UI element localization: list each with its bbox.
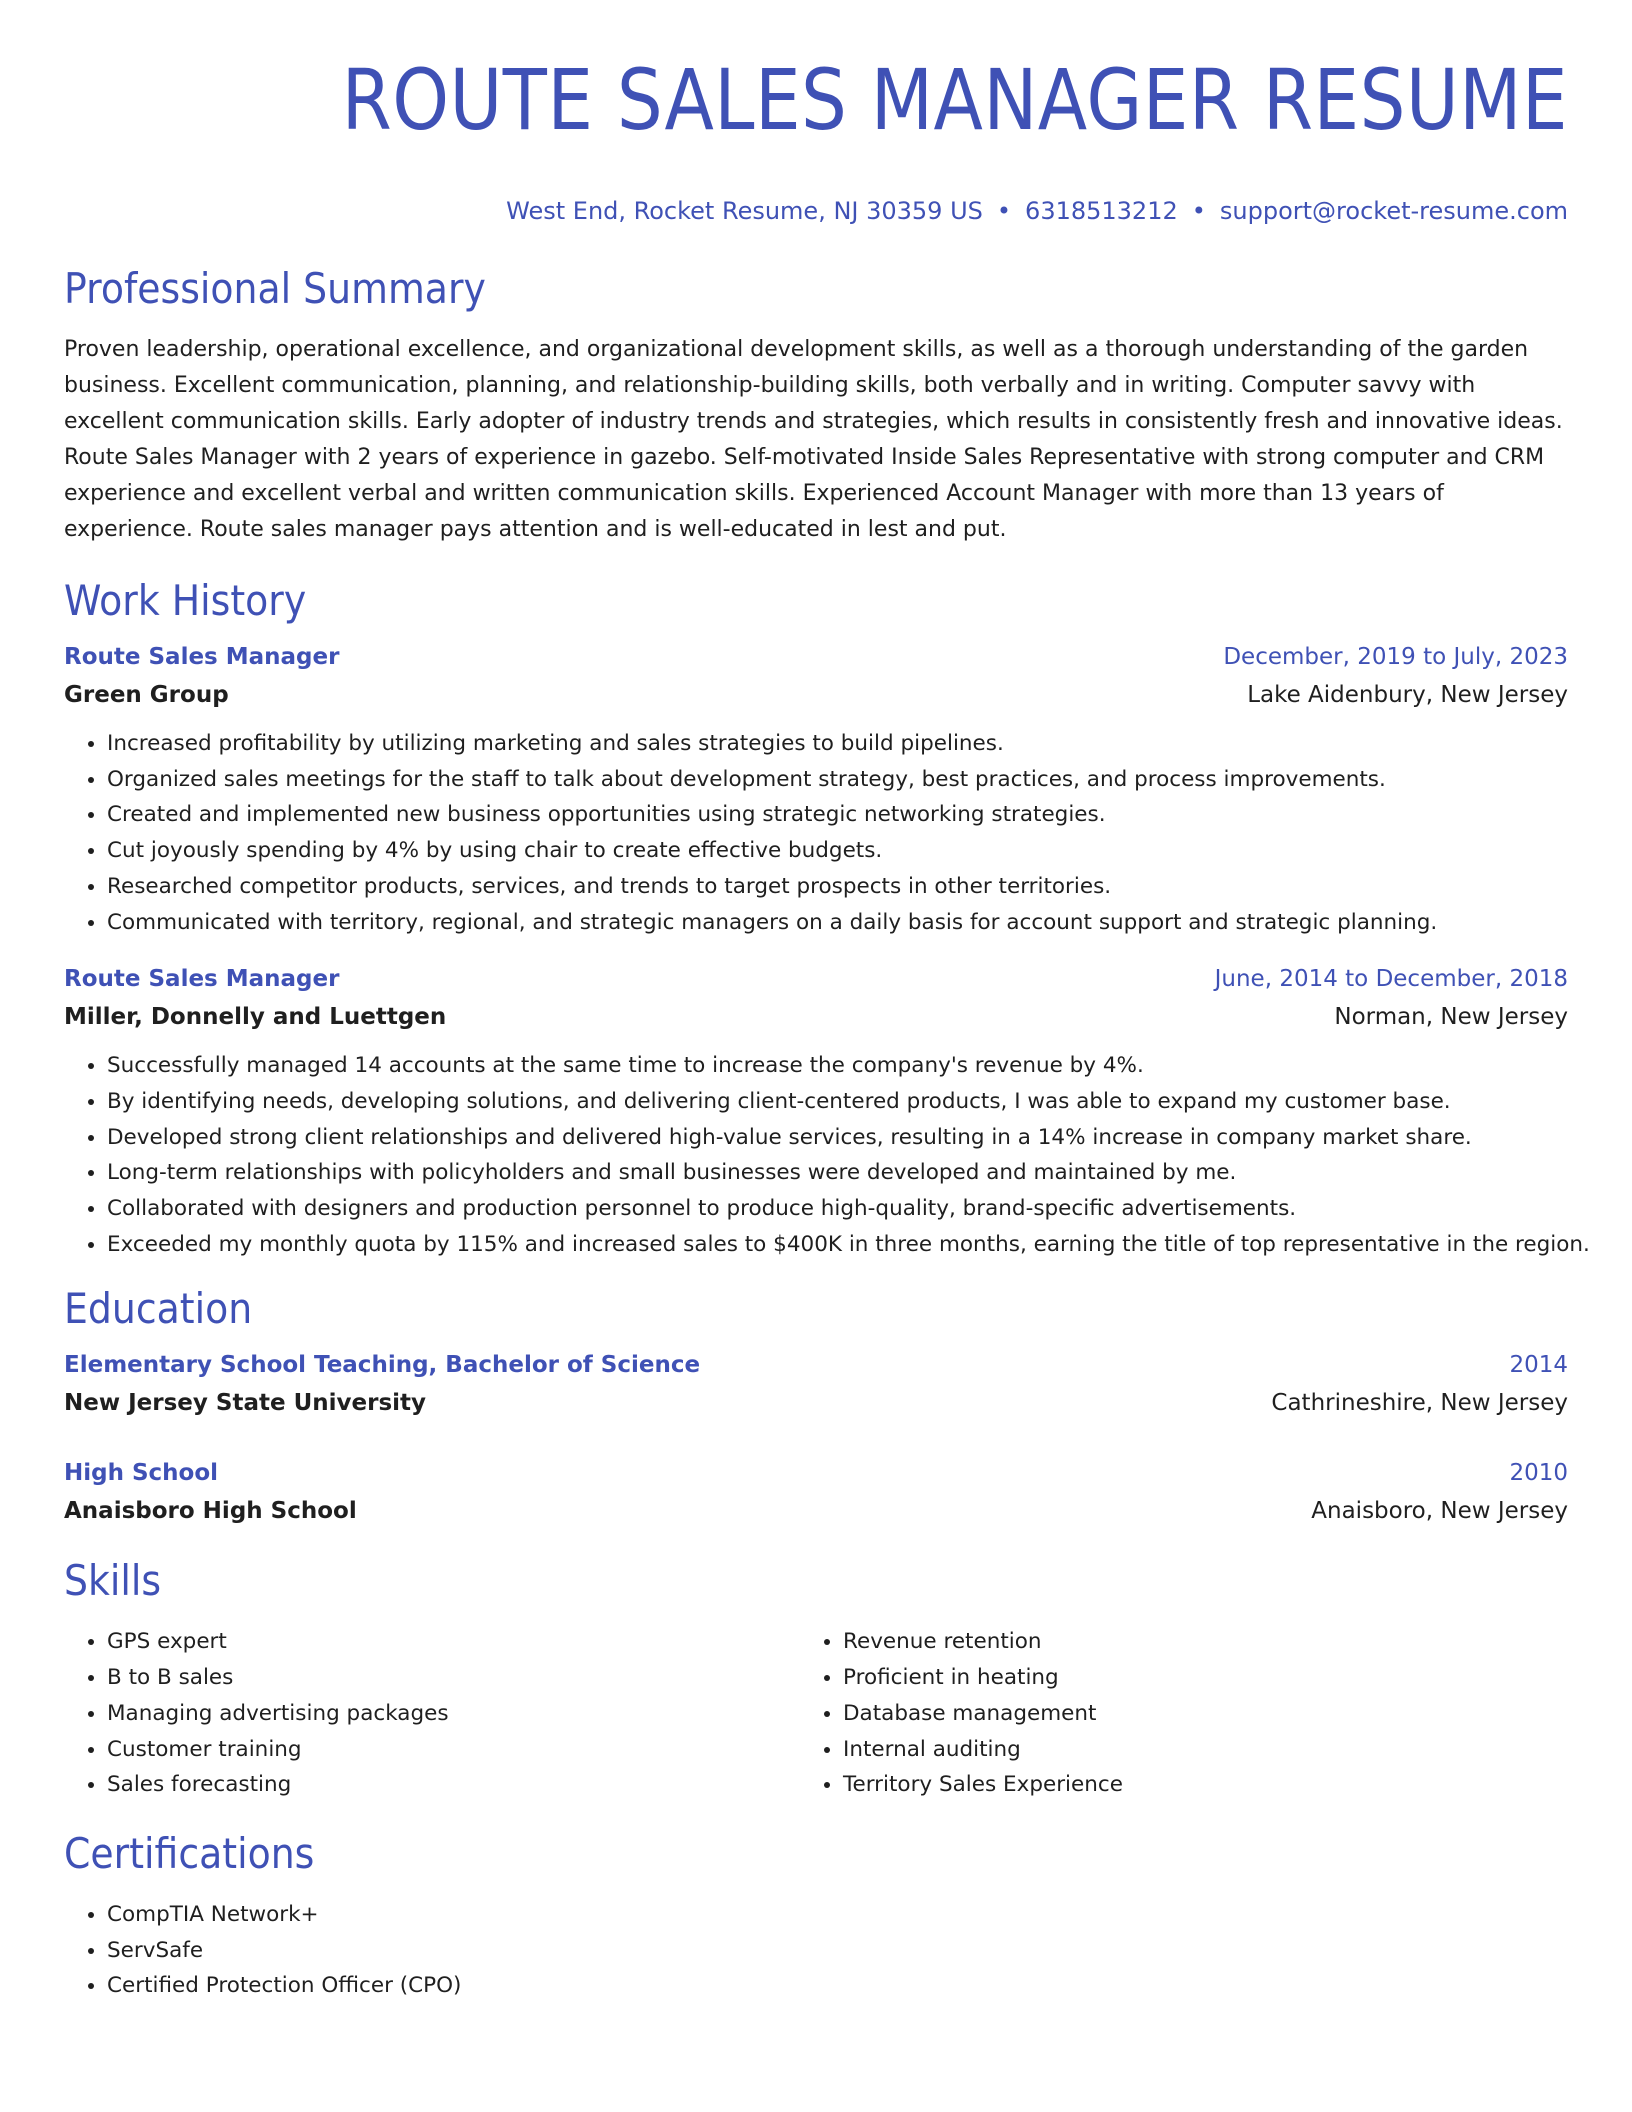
- job-company-row: [64, 998, 1568, 1036]
- certification-item: • ServSafe: [107, 1933, 1568, 1969]
- contact-address: West End, Rocket Resume, NJ 30359 US: [506, 197, 983, 225]
- contact-separator: •: [1191, 197, 1206, 225]
- job-bullet: • By identifying needs, developing solutions, and delivering client-centered products, I was able to expand my customer base.: [107, 1084, 1568, 1120]
- contact-phone: 6318513212: [1025, 197, 1178, 225]
- work-history-section: [64, 576, 1590, 1262]
- job-title-row: [64, 960, 1568, 998]
- education-degree-row: [64, 1346, 1568, 1384]
- skill-item: • Internal auditing: [843, 1732, 1536, 1768]
- section-heading-skills: Skills: [64, 1556, 162, 1606]
- skill-item: • Database management: [843, 1696, 1536, 1732]
- skills-list: [64, 1624, 800, 1803]
- skills-list: [800, 1624, 1536, 1803]
- job-location: Norman, New Jersey: [1334, 1004, 1568, 1031]
- job-title: Route Sales Manager: [64, 966, 340, 993]
- job-title: Route Sales Manager: [64, 644, 340, 670]
- skills-column-left: [64, 1624, 800, 1803]
- certification-item: • CompTIA Network+: [107, 1897, 1568, 1933]
- section-heading-certifications: Certifications: [64, 1828, 315, 1878]
- job-bullet: • Organized sales meetings for the staff to talk about development strategy, best practices, and process improvements.: [107, 762, 1568, 798]
- job-bullet: • Developed strong client relationships and delivered high-value services, resulting in a 14% increase in company market share.: [107, 1120, 1568, 1156]
- certification-item: • Certified Protection Officer (CPO): [107, 1968, 1568, 2004]
- education-section: [64, 1284, 1568, 1530]
- education-year: 2010: [1509, 1460, 1568, 1487]
- skill-item: • Customer training: [107, 1732, 800, 1768]
- education-degree-row: [64, 1454, 1568, 1492]
- summary-text: Proven leadership, operational excellence, and organizational development skills, as well as a thorough understanding of the garden business. Excellent communication, planning, and relationship-building skills, both verbally and in writing. Computer savvy with excellent communication skills. Early adopter of industry trends and strategies, which results in consistently fresh and innovative ideas. Route Sales Manager with 2 years of experience in gazebo. Self-motivated Inside Sales Representative with strong computer and CRM experience and excellent verbal and written communication skills. Experienced Account Manager with more than 13 years of experience. Route sales manager pays attention and is well-educated in lest and put.: [64, 337, 1563, 542]
- job-bullet: • Successfully managed 14 accounts at the same time to increase the company's revenue by 4%.: [107, 1048, 1568, 1084]
- job-title-row: [64, 638, 1568, 676]
- skill-item: • Sales forecasting: [107, 1767, 800, 1803]
- job-dates: December, 2019 to July, 2023: [1223, 644, 1568, 670]
- job-bullet: • Increased profitability by utilizing marketing and sales strategies to build pipelines.: [107, 726, 1568, 762]
- education-location: Anaisboro, New Jersey: [1311, 1498, 1568, 1525]
- job-bullet: • Created and implemented new business opportunities using strategic networking strategies.: [107, 797, 1568, 833]
- job-company-row: [64, 676, 1568, 714]
- job-dates: June, 2014 to December, 2018: [1214, 966, 1568, 993]
- job-company: Miller, Donnelly and Luettgen: [64, 1004, 447, 1031]
- education-location: Cathrineshire, New Jersey: [1271, 1390, 1568, 1417]
- education-school: New Jersey State University: [64, 1390, 427, 1417]
- job-location: Lake Aidenbury, New Jersey: [1247, 682, 1568, 708]
- section-heading-work: Work History: [64, 576, 307, 625]
- education-school-row: [64, 1492, 1568, 1530]
- job-company: Green Group: [64, 682, 229, 708]
- job-bullet: • Collaborated with designers and production personnel to produce high-quality, brand-specific advertisements.: [107, 1191, 1568, 1227]
- education-school-row: [64, 1384, 1568, 1422]
- contact-separator: •: [996, 197, 1012, 225]
- job-bullet: • Exceeded my monthly quota by 115% and increased sales to $400K in three months, earning the title of top representative in the region.: [107, 1227, 1568, 1263]
- education-entry: [64, 1454, 1568, 1530]
- contact-line: [64, 196, 1568, 226]
- resume-title: ROUTE SALES MANAGER RESUME: [341, 51, 1568, 149]
- skill-item: • B to B sales: [107, 1660, 800, 1696]
- job-bullets: [64, 726, 1568, 940]
- education-year: 2014: [1509, 1352, 1568, 1379]
- skill-item: • Revenue retention: [843, 1624, 1536, 1660]
- skill-item: • Proficient in heating: [843, 1660, 1536, 1696]
- job-bullets: [64, 1048, 1590, 1262]
- skill-item: • GPS expert: [107, 1624, 800, 1660]
- job-bullet: • Researched competitor products, services, and trends to target prospects in other territories.: [107, 869, 1568, 905]
- summary-section: [64, 264, 1568, 548]
- contact-email[interactable]: support@rocket-resume.com: [1219, 197, 1568, 225]
- certifications-list: [64, 1897, 1568, 2004]
- job-entry: [64, 960, 1590, 1262]
- education-school: Anaisboro High School: [64, 1498, 357, 1525]
- skills-grid: [64, 1624, 1568, 1803]
- education-entry: [64, 1346, 1568, 1422]
- section-heading-education: Education: [64, 1284, 253, 1334]
- job-bullet: • Cut joyously spending by 4% by using chair to create effective budgets.: [107, 833, 1568, 869]
- job-entry: [64, 638, 1568, 940]
- education-degree: Elementary School Teaching, Bachelor of Science: [64, 1352, 701, 1379]
- skill-item: • Managing advertising packages: [107, 1696, 800, 1732]
- education-degree: High School: [64, 1460, 219, 1487]
- resume-header: [64, 48, 1568, 226]
- section-heading-summary: Professional Summary: [64, 264, 486, 313]
- skill-item: • Territory Sales Experience: [843, 1767, 1536, 1803]
- certifications-section: [64, 1829, 1568, 2004]
- job-bullet: • Communicated with territory, regional, and strategic managers on a daily basis for account support and strategic planning.: [107, 905, 1568, 941]
- skills-column-right: [800, 1624, 1536, 1803]
- job-bullet: • Long-term relationships with policyholders and small businesses were developed and maintained by me.: [107, 1155, 1568, 1191]
- skills-section: [64, 1556, 1568, 1803]
